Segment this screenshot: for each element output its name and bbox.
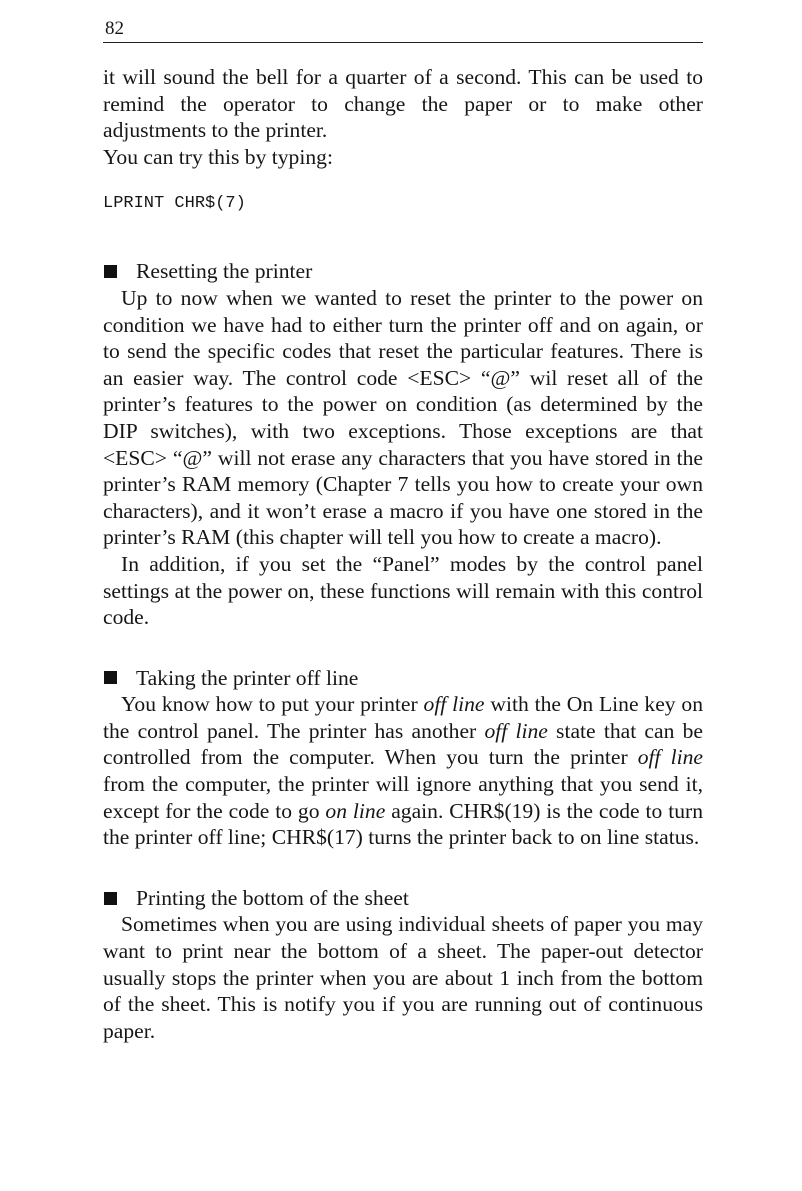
section-bottom-of-sheet [103,885,703,1045]
page-number: 82 [103,18,703,43]
text-run: You know how to put your printer [121,692,424,717]
body-paragraph: Up to now when we wanted to reset the printer to the power on condition we have had to either turn the printer off and on again, or to send the specific codes that reset the particular features. There is an easier way. The control code <ESC> “@” wil reset all of the printer’s features to the power on condition (as determined by the DIP switches), with two exceptions. Those exceptions are that <ESC> “@” will not erase any characters that you have stored in the printer’s RAM memory (Chapter 7 tells you how to create your own characters), and it won’t erase a macro if you have one stored in the printer’s RAM (this chapter will tell you how to create a macro). [103,285,703,550]
book-page [103,18,703,1044]
emphasis-text: off line [484,718,548,743]
section-resetting [103,258,703,630]
text-run: with the On Line key on the control panel. The printer has another [103,692,703,743]
text-run: again. CHR$(19) is the code to turn the printer off line; CHR$(17) turns the printer back to on line status. [103,798,704,850]
text-run: from the computer, the printer will ignore anything that you send it, except for the code to go [103,772,703,823]
section-heading-text: Taking the printer off line [136,665,359,690]
section-heading [103,665,703,692]
section-heading-text: Resetting the printer [136,259,313,284]
emphasis-text: on line [325,798,386,823]
section-heading-text: Printing the bottom of the sheet [136,885,409,910]
emphasis-text: off line [637,745,703,770]
intro-block [103,64,703,170]
intro-paragraph: it will sound the bell for a quarter of a second. This can be used to remind the operator to change the paper or to make other adjustments to the printer. [103,65,703,143]
emphasis-text: off line [423,692,485,717]
code-example: LPRINT CHR$(7) [103,194,246,214]
square-bullet-icon [104,265,117,278]
body-paragraph: Sometimes when you are using individual sheets of paper you may want to print near the bottom of a sheet. The paper-out detector usually stops the printer when you are about 1 inch from the bottom of the sheet. This is notify you if you are running out of continuous paper. [103,912,703,1043]
intro-paragraph: You can try this by typing: [103,144,333,169]
body-paragraph [103,691,703,851]
square-bullet-icon [104,892,117,905]
section-off-line [103,665,703,851]
section-heading [103,258,703,285]
square-bullet-icon [104,671,117,684]
section-heading [103,885,703,912]
text-run: state that can be controlled from the computer. When you turn the printer [103,718,703,770]
body-paragraph: In addition, if you set the “Panel” modes by the control panel settings at the power on, these functions will remain with this control code. [103,551,703,630]
